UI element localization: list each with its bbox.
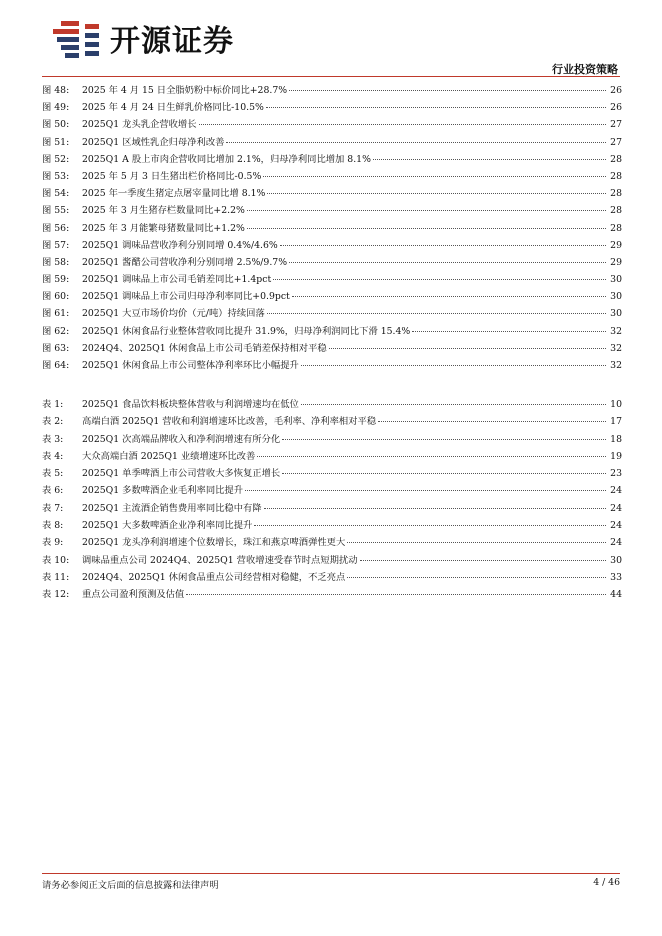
dot-leader (292, 296, 606, 297)
figure-entry-label: 图 52: (42, 153, 70, 165)
figure-entry-title: 2025Q1 A 股上市肉企营收同比增加 2.1%，归母净利同比增加 8.1% (82, 153, 371, 165)
footer-divider (42, 873, 620, 874)
table-entry-label: 表 7: (42, 502, 64, 514)
figure-entry-label: 图 62: (42, 325, 70, 337)
figure-entry-title: 2025Q1 休闲食品行业整体营收同比提升 31.9%，归母净利润同比下滑 15.4% (82, 325, 411, 337)
figure-entry-label: 图 55: (42, 205, 70, 217)
figure-entry[interactable] (42, 185, 622, 202)
dot-leader (186, 594, 606, 595)
figure-entry-label: 图 57: (42, 239, 70, 251)
figure-entry-label: 图 64: (42, 360, 70, 371)
footer-disclaimer: 请务必参阅正文后面的信息披露和法律声明 (42, 880, 219, 891)
table-entry-page-number: 19 (610, 450, 622, 462)
figure-entry-page-number: 28 (610, 222, 622, 234)
figure-entry[interactable] (42, 305, 622, 322)
figure-entry-label: 图 63: (42, 342, 70, 354)
page-header (0, 0, 662, 78)
figure-entry-label: 图 54: (42, 188, 70, 200)
table-entry[interactable] (42, 431, 622, 448)
dot-leader (254, 525, 606, 526)
table-entry[interactable] (42, 552, 622, 569)
table-entry-page-number: 24 (610, 485, 622, 497)
dot-leader (273, 279, 606, 280)
page-number: 4 / 46 (593, 877, 620, 888)
figure-entry-title: 2025 年 4 月 15 日全脂奶粉中标价同比+28.7% (82, 85, 288, 96)
dot-leader (247, 210, 606, 211)
figure-entry-title: 2025 年 3 月能繁母猪数量同比+1.2% (82, 222, 245, 234)
figure-entry-label: 图 51: (42, 136, 70, 148)
figure-entry-title: 2025Q1 休闲食品上市公司整体净利率环比小幅提升 (82, 360, 299, 371)
table-entry-title: 大众高端白酒 2025Q1 业绩增速环比改善 (82, 450, 256, 462)
table-entry-page-number: 17 (610, 416, 622, 428)
table-entry-page-number: 33 (610, 571, 622, 583)
table-entry[interactable] (42, 586, 622, 603)
dot-leader (267, 193, 606, 194)
table-entry-title: 2024Q4、2025Q1 休闲食品重点公司经营相对稳健，不乏亮点 (82, 571, 346, 583)
table-entry-label: 表 6: (42, 485, 64, 497)
table-entry-label: 表 4: (42, 450, 64, 462)
figure-entry-label: 图 50: (42, 119, 70, 131)
figure-entry-label: 图 49: (42, 102, 70, 114)
figure-entry-page-number: 32 (610, 360, 622, 371)
figure-list (42, 82, 622, 374)
figure-entry[interactable] (42, 288, 622, 305)
figure-entry[interactable] (42, 151, 622, 168)
table-entry-page-number: 24 (610, 520, 622, 532)
figure-entry-page-number: 28 (610, 205, 622, 217)
dot-leader (226, 142, 606, 143)
table-entry-label: 表 10: (42, 554, 70, 566)
table-entry-page-number: 10 (610, 399, 622, 410)
figure-entry-page-number: 28 (610, 170, 622, 182)
figure-entry-page-number: 30 (610, 308, 622, 320)
dot-leader (282, 439, 606, 440)
figure-entry[interactable] (42, 99, 622, 116)
table-entry-page-number: 44 (610, 589, 622, 601)
figure-entry-title: 2025Q1 调味品上市公司归母净利率同比+0.9pct (82, 291, 290, 303)
dot-leader (247, 228, 606, 229)
figure-entry-page-number: 26 (610, 102, 622, 114)
figure-entry[interactable] (42, 254, 622, 271)
header-divider (42, 76, 620, 77)
figure-entry-label: 图 56: (42, 222, 70, 234)
dot-leader (360, 560, 606, 561)
dot-leader (280, 245, 606, 246)
figure-entry[interactable] (42, 82, 622, 99)
figure-entry[interactable] (42, 116, 622, 133)
dot-leader (289, 262, 606, 263)
table-entry-label: 表 2: (42, 416, 64, 428)
dot-leader (347, 577, 606, 578)
table-entry[interactable] (42, 413, 622, 430)
figure-entry-label: 图 59: (42, 274, 70, 286)
table-entry[interactable] (42, 500, 622, 517)
figure-entry-label: 图 58: (42, 256, 70, 268)
figure-entry-title: 2025 年一季度生猪定点屠宰量同比增 8.1% (82, 188, 266, 200)
figure-entry-page-number: 30 (610, 274, 622, 286)
dot-leader (282, 473, 606, 474)
table-entry-title: 重点公司盈利预测及估值 (82, 589, 185, 601)
table-entry-title: 调味品重点公司 2024Q4、2025Q1 营收增速受春节时点短期扰动 (82, 554, 358, 566)
company-logo-text: 开源证券 (110, 24, 234, 59)
table-entry-label: 表 8: (42, 520, 64, 532)
figure-entry-page-number: 30 (610, 291, 622, 303)
table-entry-title: 高端白酒 2025Q1 营收和利润增速环比改善，毛利率、净利率相对平稳 (82, 416, 377, 428)
figure-entry-title: 2025 年 5 月 3 日生猪出栏价格同比-0.5% (82, 170, 262, 182)
figure-entry-page-number: 28 (610, 188, 622, 200)
table-entry-label: 表 12: (42, 589, 70, 601)
figure-entry[interactable] (42, 202, 622, 219)
dot-leader (329, 348, 606, 349)
table-entry-label: 表 1: (42, 399, 64, 410)
dot-leader (378, 421, 606, 422)
table-entry-page-number: 18 (610, 433, 622, 445)
dot-leader (263, 176, 606, 177)
dot-leader (301, 404, 606, 405)
table-entry-page-number: 24 (610, 502, 622, 514)
figure-entry[interactable] (42, 134, 622, 151)
table-entry-label: 表 11: (42, 571, 70, 583)
table-entry[interactable] (42, 448, 622, 465)
figure-entry-page-number: 26 (610, 85, 622, 96)
figure-entry-title: 2025 年 4 月 24 日生鲜乳价格同比-10.5% (82, 102, 264, 114)
table-entry-title: 2025Q1 单季啤酒上市公司营收大多恢复正增长 (82, 468, 281, 480)
figure-entry-title: 2025Q1 酱醋公司营收净利分别同增 2.5%/9.7% (82, 256, 288, 268)
table-entry-title: 2025Q1 龙头净利润增速个位数增长，珠江和燕京啤酒弹性更大 (82, 537, 346, 549)
figure-entry-title: 2025Q1 调味品营收净利分别同增 0.4%/4.6% (82, 239, 278, 251)
dot-leader (289, 90, 606, 91)
dot-leader (199, 124, 606, 125)
table-entry[interactable] (42, 482, 622, 499)
figure-entry[interactable] (42, 340, 622, 357)
kaiyuan-logo-icon (47, 18, 103, 62)
table-list (42, 396, 622, 604)
dot-leader (266, 107, 606, 108)
figure-entry-title: 2024Q4、2025Q1 休闲食品上市公司毛销差保持相对平稳 (82, 342, 327, 354)
table-entry-title: 2025Q1 食品饮料板块整体营收与利润增速均在低位 (82, 399, 299, 410)
figure-entry[interactable] (42, 168, 622, 185)
dot-leader (301, 365, 606, 366)
table-entry[interactable] (42, 396, 622, 413)
figure-entry-page-number: 32 (610, 325, 622, 337)
table-entry-page-number: 23 (610, 468, 622, 480)
figure-entry-title: 2025Q1 龙头乳企营收增长 (82, 119, 197, 131)
figure-entry-title: 2025 年 3 月生猪存栏数量同比+2.2% (82, 205, 245, 217)
figure-entry-label: 图 60: (42, 291, 70, 303)
dot-leader (373, 159, 606, 160)
table-entry-page-number: 30 (610, 554, 622, 566)
figure-entry-page-number: 28 (610, 153, 622, 165)
table-entry-title: 2025Q1 次高端品牌收入和净利润增速有所分化 (82, 433, 281, 445)
figure-entry-page-number: 32 (610, 342, 622, 354)
figure-entry-page-number: 29 (610, 256, 622, 268)
figure-entry-title: 2025Q1 大豆市场价均价（元/吨）持续回落 (82, 308, 265, 320)
table-entry-title: 2025Q1 多数啤酒企业毛利率同比提升 (82, 485, 244, 497)
table-entry-label: 表 3: (42, 433, 64, 445)
table-entry-title: 2025Q1 大多数啤酒企业净利率同比提升 (82, 520, 253, 532)
figure-entry-page-number: 27 (610, 136, 622, 148)
figure-entry-page-number: 27 (610, 119, 622, 131)
table-entry-title: 2025Q1 主流酒企销售费用率同比稳中有降 (82, 502, 262, 514)
report-type-label: 行业投资策略 (552, 63, 618, 76)
figure-entry[interactable] (42, 357, 622, 374)
figure-entry-label: 图 53: (42, 170, 70, 182)
figure-entry[interactable] (42, 323, 622, 340)
table-entry[interactable] (42, 534, 622, 551)
dot-leader (267, 313, 606, 314)
dot-leader (257, 456, 606, 457)
figure-entry-title: 2025Q1 调味品上市公司毛销差同比+1.4pct (82, 274, 272, 286)
table-entry[interactable] (42, 517, 622, 534)
figure-entry-label: 图 61: (42, 308, 70, 320)
dot-leader (245, 490, 606, 491)
dot-leader (347, 542, 606, 543)
figure-entry[interactable] (42, 220, 622, 237)
figure-entry-page-number: 29 (610, 239, 622, 251)
figure-entry[interactable] (42, 237, 622, 254)
dot-leader (412, 331, 606, 332)
table-entry[interactable] (42, 465, 622, 482)
table-entry-page-number: 24 (610, 537, 622, 549)
table-entry[interactable] (42, 569, 622, 586)
dot-leader (264, 508, 606, 509)
table-entry-label: 表 9: (42, 537, 64, 549)
figure-entry-label: 图 48: (42, 85, 70, 96)
table-entry-label: 表 5: (42, 468, 64, 480)
figure-entry-title: 2025Q1 区域性乳企归母净利改善 (82, 136, 225, 148)
figure-entry[interactable] (42, 271, 622, 288)
